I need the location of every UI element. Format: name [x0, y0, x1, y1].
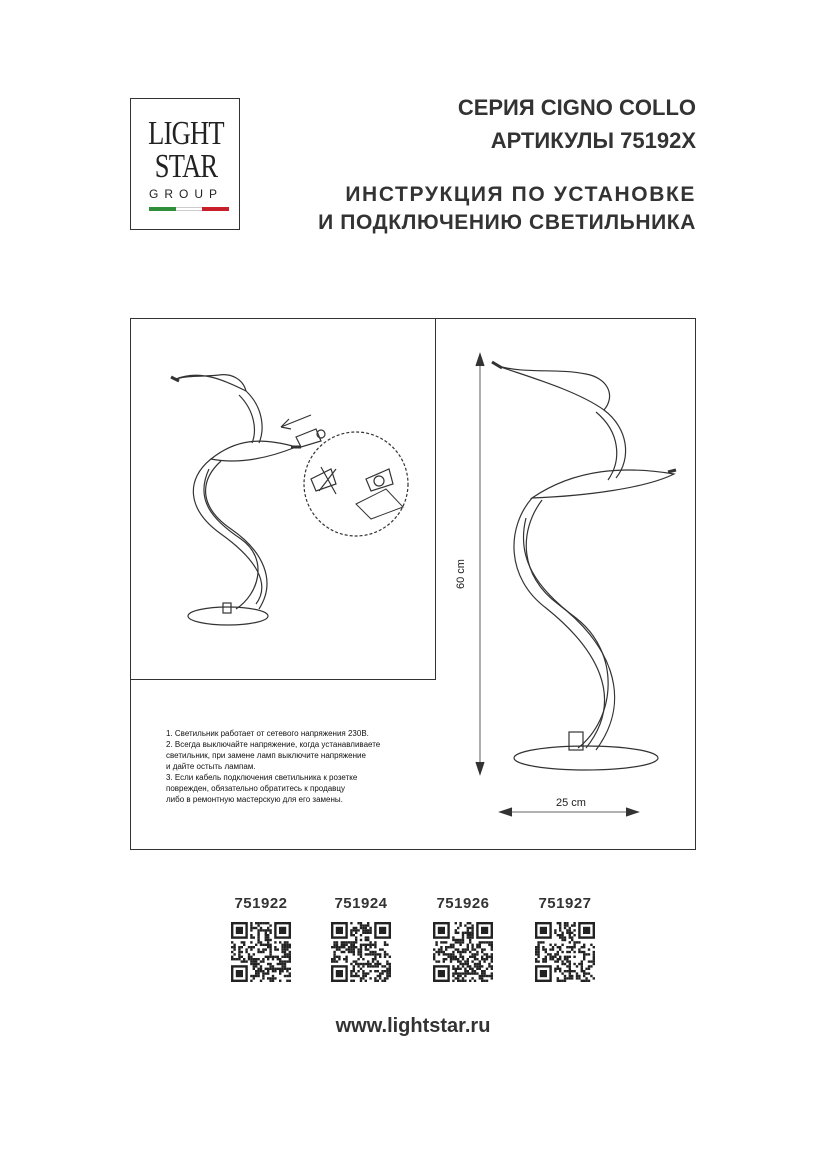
lamp-assembly-illustration: [131, 319, 435, 679]
lower-head: [211, 441, 296, 461]
qr-code-icon[interactable]: [331, 922, 391, 982]
note-line: 2. Всегда выключайте напряжение, когда устанавливаете: [166, 740, 381, 749]
qr-block-751924[interactable]: [321, 895, 401, 982]
note-line: светильник, при замене ламп выключите напряжение: [166, 751, 366, 760]
instruction-title-line2: И ПОДКЛЮЧЕНИЮ СВЕТИЛЬНИКА: [318, 211, 696, 234]
note-line: 1. Светильник работает от сетевого напряжения 230В.: [166, 729, 369, 738]
height-dimension-label: 60 cm: [454, 559, 467, 589]
qr-code-icon[interactable]: [535, 922, 595, 982]
logo-word-light: LIGHT: [148, 115, 224, 152]
qr-code-icon[interactable]: [231, 922, 291, 982]
lightstar-logo: [130, 98, 240, 230]
flag-white: [176, 207, 203, 211]
article-code: 751924: [334, 895, 388, 912]
qr-block-751927[interactable]: [525, 895, 605, 982]
note-line: поврежден, обязательно обратитесь к продавцу: [166, 784, 346, 793]
lamp-base: [188, 607, 268, 625]
lamp-dimension-drawing: [436, 318, 696, 850]
article-code: 751922: [234, 895, 288, 912]
website-link[interactable]: www.lightstar.ru: [335, 1015, 491, 1037]
instruction-title-line1: ИНСТРУКЦИЯ ПО УСТАНОВКЕ: [345, 183, 696, 206]
logo-word-star: STAR: [154, 148, 218, 185]
italian-flag-stripe: [149, 207, 229, 211]
upper-head: [176, 375, 246, 391]
series-title: СЕРИЯ CIGNO COLLO: [457, 95, 696, 120]
flag-green: [149, 207, 176, 211]
articles-title: АРТИКУЛЫ 75192X: [490, 128, 696, 153]
note-line: либо в ремонтную мастерскую для его замены.: [166, 795, 343, 804]
note-line: 3. Если кабель подключения светильника к розетке: [166, 773, 358, 782]
width-dimension-label: 25 cm: [556, 797, 586, 809]
logo-word-group: GROUP: [148, 187, 223, 201]
qr-code-icon[interactable]: [433, 922, 493, 982]
safety-notes: [166, 728, 380, 805]
qr-block-751926[interactable]: [423, 895, 503, 982]
qr-block-751922[interactable]: [221, 895, 301, 982]
flag-red: [202, 207, 229, 211]
article-code: 751926: [436, 895, 490, 912]
lamp-base-dim: [514, 746, 658, 770]
article-code: 751927: [538, 895, 592, 912]
note-line: и дайте остыть лампам.: [166, 762, 256, 771]
